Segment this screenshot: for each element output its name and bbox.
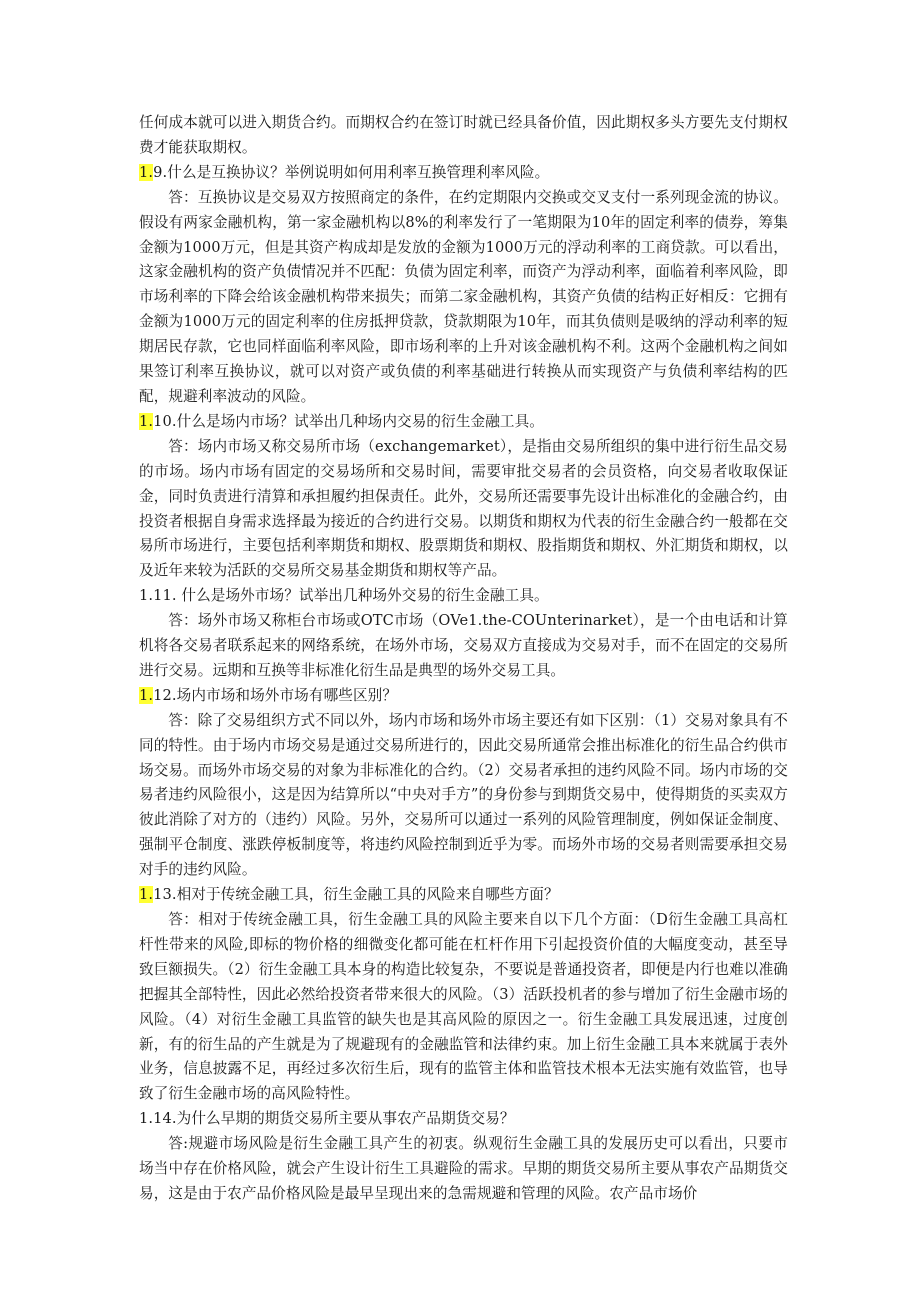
question-text: 10.什么是场内市场？试举出几种场内交易的衍生金融工具。 — [153, 412, 544, 430]
answer-1-11: 答：场外市场又称柜台市场或OTC市场（OVe1.the-COUnterinarket），是一个由电话和计算机将各交易者联系起来的网络系统，在场外市场，交易双方直接成为交易对手，而不在固定的交易所进行交易。远期和互换等非标准化衍生品是典型的场外交易工具。 — [139, 612, 788, 679]
paragraph-continuation: 任何成本就可以进入期货合约。而期权合约在签订时就已经具备价值，因此期权多头方要先支付期权费才能获取期权。 — [139, 114, 788, 156]
question-text: 1.14.为什么早期的期货交易所主要从事农产品期货交易？ — [139, 1110, 515, 1128]
question-1-11 — [139, 584, 788, 609]
answer-1-10: 答：场内市场又称交易所市场（exchangemarket），是指由交易所组织的集中进行衍生品交易的市场。场内市场有固定的交易场所和交易时间，需要审批交易者的会员资格，向交易者收取保证金，同时负责进行清算和承担履约担保责任。此外，交易所还需要事先设计出标准化的金融合约，由投资者根据自身需求选择最为接近的合约进行交易。以期货和期权为代表的衍生金融合约一般都在交易所市场进行，主要包括利率期货和期权、股票期货和期权、股指期货和期权、外汇期货和期权，以及近年来较为活跃的交易所交易基金期货和期权等产品。 — [139, 437, 788, 580]
answer-1-14: 答:规避市场风险是衍生金融工具产生的初衷。纵观衍生金融工具的发展历史可以看出，只要市场当中存在价格风险，就会产生设计衍生工具避险的需求。早期的期货交易所主要从事农产品期货交易，这是由于农产品价格风险是最早呈现出来的急需规避和管理的风险。农产品市场价 — [139, 1135, 788, 1202]
question-text: 13.相对于传统金融工具，衍生金融工具的风险来自哪些方面？ — [153, 886, 559, 904]
highlight-mark: 1. — [139, 163, 154, 181]
question-text: 1.11. 什么是场外市场？试举出几种场外交易的衍生金融工具。 — [139, 587, 549, 605]
highlight-mark: 1. — [139, 412, 154, 430]
question-1-13 — [139, 883, 788, 908]
answer-1-9: 答：互换协议是交易双方按照商定的条件，在约定期限内交换或交叉支付一系列现金流的协议。假设有两家金融机构，第一家金融机构以8%的利率发行了一笔期限为10年的固定利率的债券，筹集金额为1000万元，但是其资产构成却是发放的金额为1000万元的浮动利率的工商贷款。可以看出，这家金融机构的资产负债情况并不匹配：负债为固定利率，而资产为浮动利率，面临着利率风险，即市场利率的下降会给该金融机构带来损失；而第二家金融机构，其资产负债的结构正好相反：它拥有金额为1000万元的固定利率的住房抵押贷款，贷款期限为10年，而其负债则是吸纳的浮动利率的短期居民存款，它也同样面临利率风险，即市场利率的上升对该金融机构不利。这两个金融机构之间如果签订利率互换协议，就可以对资产或负债的利率基础进行转换从而实现资产与负债利率结构的匹配，规避利率波动的风险。 — [139, 188, 788, 405]
question-1-9 — [139, 161, 788, 186]
question-text: 9.什么是互换协议？举例说明如何用利率互换管理利率风险。 — [153, 163, 550, 181]
answer-1-12: 答：除了交易组织方式不同以外，场内市场和场外市场主要还有如下区别：（1）交易对象具有不同的特性。由于场内市场交易是通过交易所进行的，因此交易所通常会推出标准化的衍生品合约供市场交易。而场外市场交易的对象为非标准化的合约。（2）交易者承担的违约风险不同。场内市场的交易者违约风险很小，这是因为结算所以“中央对手方”的身份参与到期货交易中，使得期货的买卖双方彼此消除了对方的（违约）风险。另外，交易所可以通过一系列的风险管理制度，例如保证金制度、强制平仓制度、涨跌停板制度等，将违约风险控制到近乎为零。而场外市场的交易者则需要承担交易对手的违约风险。 — [139, 711, 788, 879]
answer-1-13: 答：相对于传统金融工具，衍生金融工具的风险主要来自以下几个方面：（D衍生金融工具高杠杆性带来的风险,即标的物价格的细微变化都可能在杠杆作用下引起投资价值的大幅度变动，甚至导致巨额损失。（2）衍生金融工具本身的构造比较复杂，不要说是普通投资者，即便是内行也难以准确把握其全部特性，因此必然给投资者带来很大的风险。（3）活跃投机者的参与增加了衍生金融市场的风险。（4）对衍生金融工具监管的缺失也是其高风险的原因之一。衍生金融工具发展迅速，过度创新，有的衍生品的产生就是为了规避现有的金融监管和法律约束。加上衍生金融工具本来就属于表外业务，信息披露不足，再经过多次衍生后，现有的监管主体和监管技术根本无法实施有效监管，也导致了衍生金融市场的高风险特性。 — [139, 911, 788, 1103]
question-1-14 — [139, 1107, 788, 1132]
question-1-10 — [139, 410, 788, 435]
highlight-mark: 1. — [139, 686, 154, 704]
highlight-mark: 1. — [139, 886, 154, 904]
question-1-12 — [139, 684, 788, 709]
question-text: 12.场内市场和场外市场有哪些区别？ — [153, 686, 398, 704]
